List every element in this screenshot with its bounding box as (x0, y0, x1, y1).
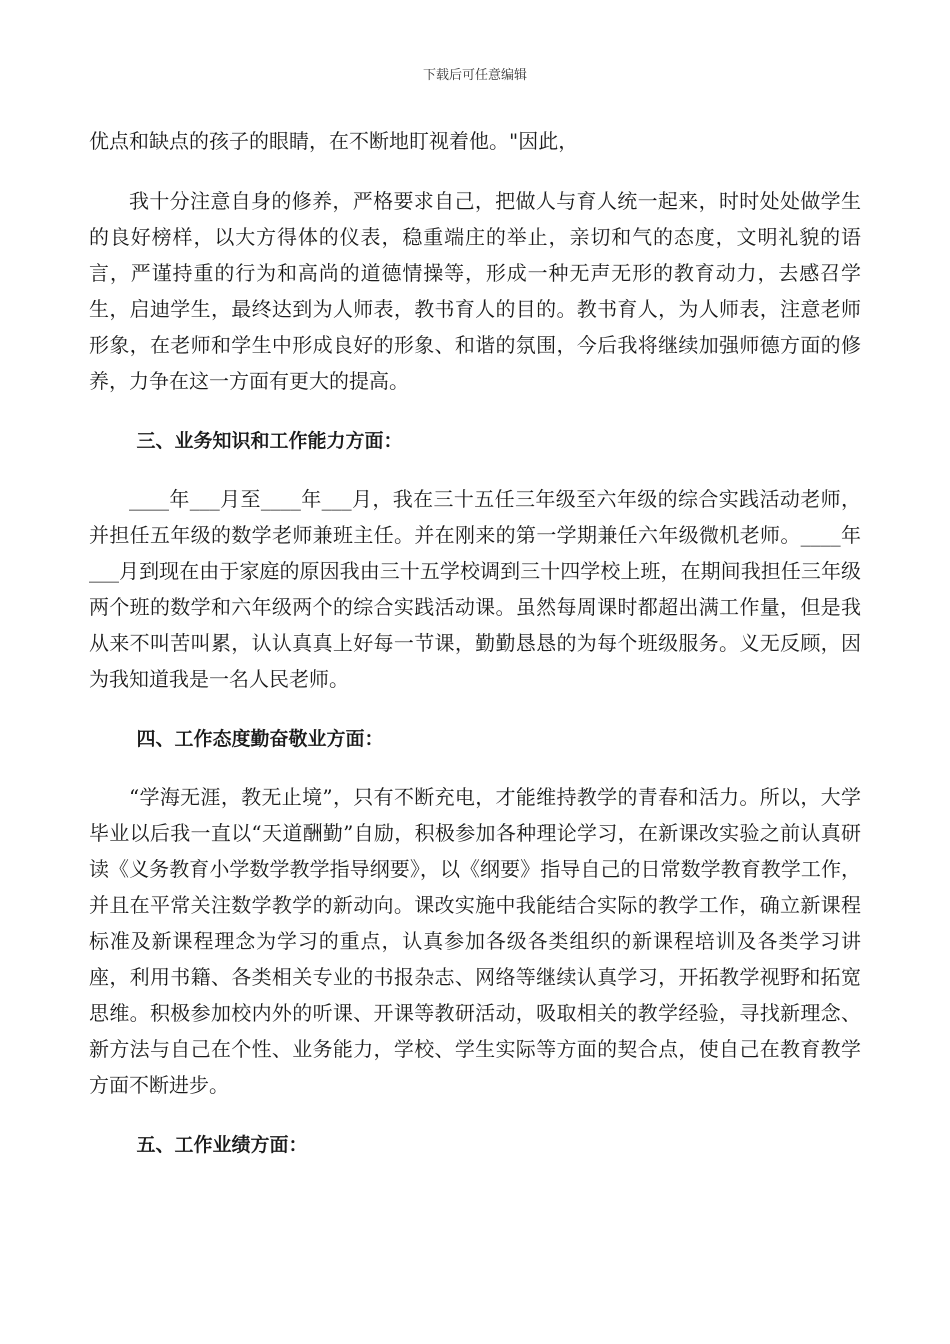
section-heading-5: 五、工作业绩方面： (136, 1134, 308, 1156)
document-body (89, 123, 861, 1185)
paragraph-work-ability: ____年___月至____年___月，我在三十五任三年级至六年级的综合实践活动老师，并担任五年级的数学老师兼班主任。并在刚来的第一学期兼任六年级微机老师。____年___月到现在由于家庭的原因我由三十五学校调到三十四学校上班，在期间我担任三年级两个班的数学和六年级两个的综合实践活动课。虽然每周课时都超出满工作量，但是我从来不叫苦叫累，认认真真上好每一节课，勤勤恳恳的为每个班级服务。义无反顾，因为我知道我是一名人民老师。 (89, 487, 861, 691)
continuation-line: 优点和缺点的孩子的眼睛，在不断地盯视着他。"因此， (89, 129, 579, 153)
section-heading-3: 三、业务知识和工作能力方面： (136, 430, 403, 452)
paragraph-self-cultivation: 我十分注意自身的修养，严格要求自己，把做人与育人统一起来，时时处处做学生的良好榜样，以大方得体的仪表，稳重端庄的举止，亲切和气的态度，文明礼貌的语言，严谨持重的行为和高尚的道德情操等，形成一种无声无形的教育动力，去感召学生，启迪学生，最终达到为人师表，教书育人的目的。教书育人，为人师表，注意老师形象，在老师和学生中形成良好的形象、和谐的氛围，今后我将继续加强师德方面的修养，力争在这一方面有更大的提高。 (89, 189, 861, 393)
paragraph-work-attitude: “学海无涯，教无止境”，只有不断充电，才能维持教学的青春和活力。所以，大学毕业以后我一直以“天道酬勤”自励，积极参加各种理论学习，在新课改实验之前认真研读《义务教育小学数学教学指导纲要》，以《纲要》指导自己的日常数学教育教学工作，并且在平常关注数学教学的新动向。课改实施中我能结合实际的教学工作，确立新课程标准及新课程理念为学习的重点，认真参加各级各类组织的新课程培训及各类学习讲座，利用书籍、各类相关专业的书报杂志、网络等继续认真学习，开拓教学视野和拓宽思维。积极参加校内外的听课、开课等教研活动，吸取相关的教学经验，寻找新理念、新方法与自己在个性、业务能力，学校、学生实际等方面的契合点，使自己在教育教学方面不断进步。 (89, 785, 861, 1097)
page-header-caption: 下载后可任意编辑 (422, 68, 527, 83)
section-heading-4: 四、工作态度勤奋敬业方面： (136, 728, 384, 750)
